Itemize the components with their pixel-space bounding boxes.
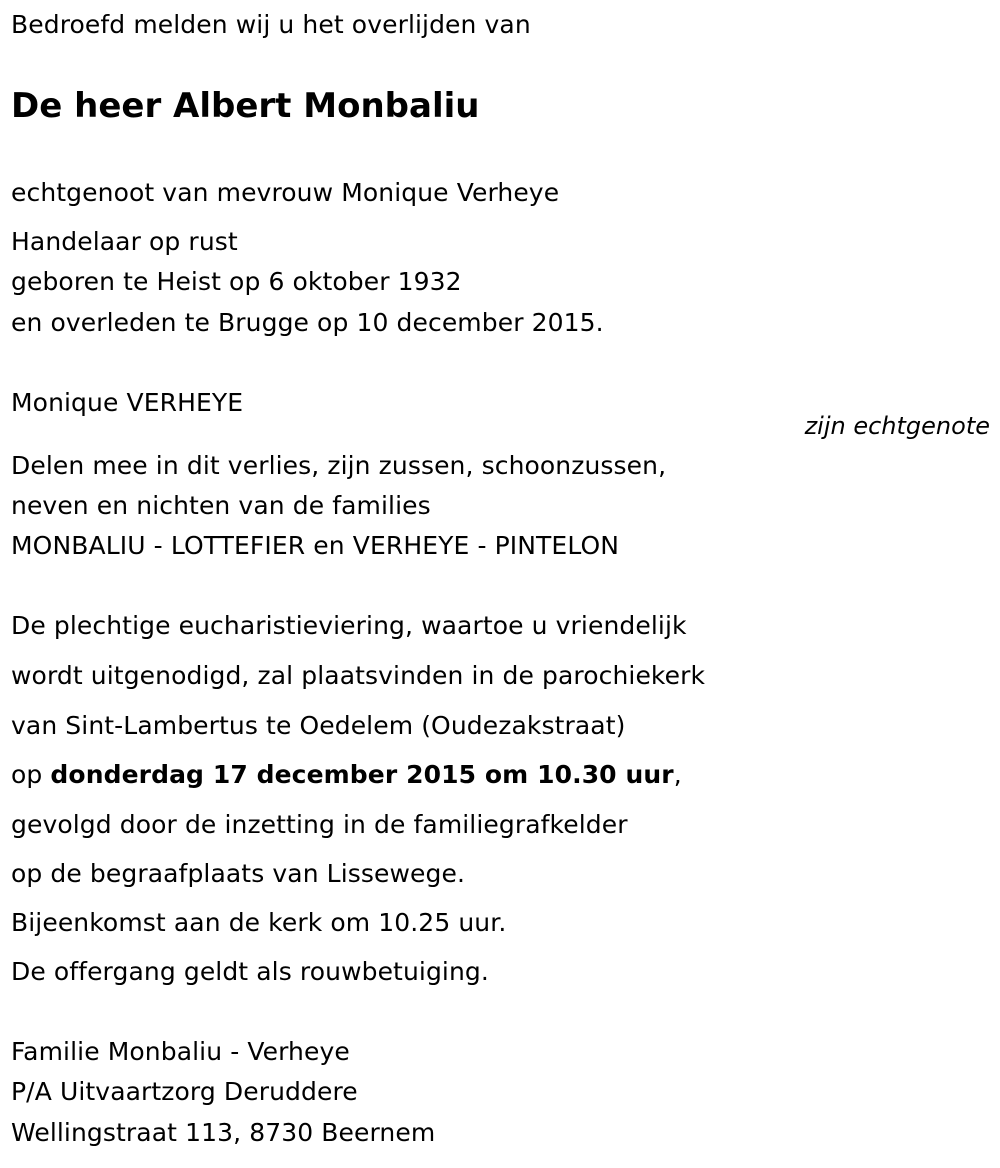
ceremony-line-8: De offergang geldt als rouwbetuiging.: [11, 957, 489, 986]
ceremony-date-prefix: op: [11, 760, 51, 789]
ceremony-line-2: wordt uitgenodigd, zal plaatsvinden in de parochiekerk: [11, 661, 706, 690]
ceremony-line-7: Bijeenkomst aan de kerk om 10.25 uur.: [11, 908, 507, 937]
deceased-name: De heer Albert Monbaliu: [11, 86, 480, 126]
ceremony-date-line: [11, 760, 682, 790]
ceremony-date: donderdag 17 december 2015 om 10.30 uur: [50, 760, 674, 789]
contact-address: Wellingstraat 113, 8730 Beernem: [11, 1118, 436, 1147]
spouse-name: Monique VERHEYE: [11, 388, 244, 417]
detail-occupation: Handelaar op rust: [11, 227, 238, 256]
contact-family: Familie Monbaliu - Verheye: [11, 1037, 350, 1066]
ceremony-line-3: van Sint-Lambertus te Oedelem (Oudezakstraat): [11, 711, 626, 740]
contact-funeral-home: P/A Uitvaartzorg Deruddere: [11, 1077, 358, 1106]
ceremony-line-6: op de begraafplaats van Lissewege.: [11, 859, 466, 888]
ceremony-line-1: De plechtige eucharistieviering, waartoe u vriendelijk: [11, 611, 687, 640]
ceremony-line-5: gevolgd door de inzetting in de familiegrafkelder: [11, 810, 628, 839]
detail-birth: geboren te Heist op 6 oktober 1932: [11, 267, 462, 296]
family-line-1: Delen mee in dit verlies, zijn zussen, schoonzussen,: [11, 451, 667, 480]
ceremony-date-suffix: ,: [673, 760, 682, 789]
detail-spouse: echtgenoot van mevrouw Monique Verheye: [11, 178, 560, 207]
intro-text: Bedroefd melden wij u het overlijden van: [11, 10, 531, 39]
spouse-relation: zijn echtgenote: [804, 412, 990, 440]
family-line-2: neven en nichten van de families: [11, 491, 431, 520]
detail-death: en overleden te Brugge op 10 december 2015.: [11, 308, 604, 337]
family-names: MONBALIU - LOTTEFIER en VERHEYE - PINTELON: [11, 531, 620, 560]
